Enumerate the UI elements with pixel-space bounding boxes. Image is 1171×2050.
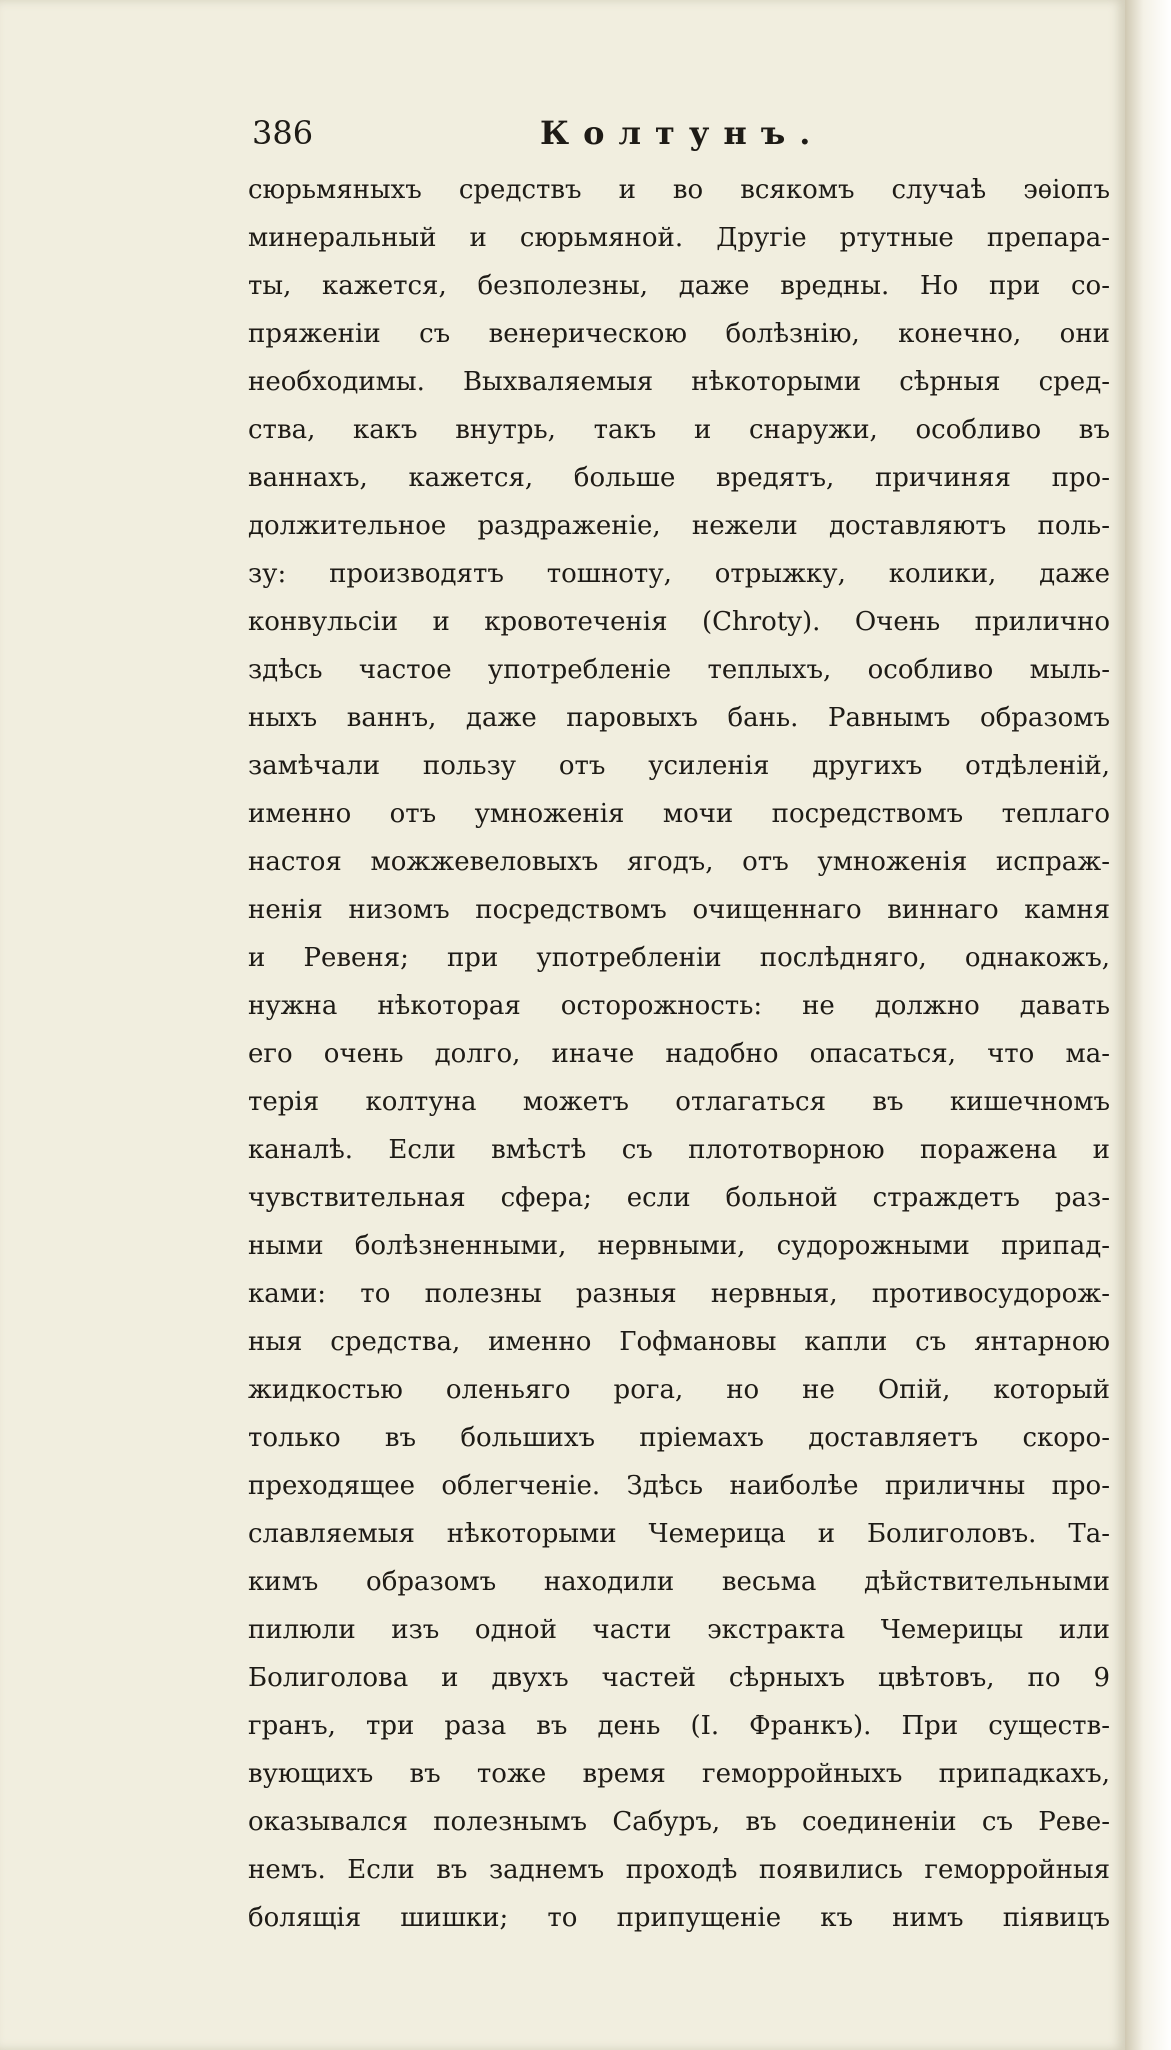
text-line: пряженіи съ венерическою болѣзнію, конечно, они	[248, 319, 1110, 349]
text-line: пилюли изъ одной части экстракта Чемерицы или	[248, 1615, 1110, 1645]
text-line: кимъ образомъ находили весьма дѣйствительными	[248, 1567, 1110, 1597]
text-line: ными болѣзненными, нервными, судорожными припад-	[248, 1231, 1110, 1261]
text-line: терія колтуна можетъ отлагаться въ кишечномъ	[248, 1087, 1110, 1117]
text-line: его очень долго, иначе надобно опасаться, что ма-	[248, 1039, 1110, 1069]
text-line: Болиголова и двухъ частей сѣрныхъ цвѣтовъ, по 9	[248, 1663, 1110, 1693]
text-line: ненія низомъ посредствомъ очищеннаго виннаго камня	[248, 895, 1110, 925]
page-header	[0, 108, 1125, 158]
page-edge-shadow	[1125, 0, 1171, 2050]
text-line: и Ревеня; при употребленіи послѣдняго, однакожъ,	[248, 943, 1110, 973]
text-line: здѣсь частое употребленіе теплыхъ, особливо мыль-	[248, 655, 1110, 685]
text-line: гранъ, три раза въ день (I. Франкъ). При существ-	[248, 1711, 1110, 1741]
text-line: необходимы. Выхваляемыя нѣкоторыми сѣрныя сред-	[248, 367, 1110, 397]
text-line: ты, кажется, безполезны, даже вредны. Но при со-	[248, 271, 1110, 301]
text-line: минеральный и сюрьмяной. Другіе ртутные препара-	[248, 223, 1110, 253]
text-line: нужна нѣкоторая осторожность: не должно давать	[248, 991, 1110, 1021]
text-line: чувствительная сфера; если больной страждетъ раз-	[248, 1183, 1110, 1213]
text-line: жидкостью оленьяго рога, но не Опій, который	[248, 1375, 1110, 1405]
text-line: конвульсіи и кровотеченія (Chroty). Очень прилично	[248, 607, 1110, 637]
text-line: именно отъ умноженія мочи посредствомъ теплаго	[248, 799, 1110, 829]
text-line: сюрьмяныхъ средствъ и во всякомъ случаѣ эѳіопъ	[248, 175, 1110, 205]
text-line: зу: производятъ тошноту, отрыжку, колики, даже	[248, 559, 1110, 589]
text-line: ныя средства, именно Гофмановы капли съ янтарною	[248, 1327, 1110, 1357]
text-line: немъ. Если въ заднемъ проходѣ появились геморройныя	[248, 1855, 1110, 1885]
text-line: только въ большихъ пріемахъ доставляетъ скоро-	[248, 1423, 1110, 1453]
text-line: настоя можжевеловыхъ ягодъ, отъ умноженія испраж-	[248, 847, 1110, 877]
text-line: ками: то полезны разныя нервныя, противосудорож-	[248, 1279, 1110, 1309]
text-line: славляемыя нѣкоторыми Чемерица и Болиголовъ. Та-	[248, 1519, 1110, 1549]
text-line: ства, какъ внутрь, такъ и снаружи, особливо въ	[248, 415, 1110, 445]
text-line: ваннахъ, кажется, больше вредятъ, причиняя про-	[248, 463, 1110, 493]
text-line: каналѣ. Если вмѣстѣ съ плототворною поражена и	[248, 1135, 1110, 1165]
text-line: должительное раздраженіе, нежели доставляютъ поль-	[248, 511, 1110, 541]
running-title: Колтунъ.	[540, 114, 825, 152]
text-line: преходящее облегченіе. Здѣсь наиболѣе приличны про-	[248, 1471, 1110, 1501]
page-number: 386	[252, 114, 314, 152]
text-line: ныхъ ваннъ, даже паровыхъ бань. Равнымъ образомъ	[248, 703, 1110, 733]
text-line: вующихъ въ тоже время геморройныхъ припадкахъ,	[248, 1759, 1110, 1789]
text-line: оказывался полезнымъ Сабуръ, въ соединеніи съ Реве-	[248, 1807, 1110, 1837]
text-line: болящія шишки; то припущеніе къ нимъ піявицъ	[248, 1903, 1110, 1933]
text-line: замѣчали пользу отъ усиленія другихъ отдѣленій,	[248, 751, 1110, 781]
